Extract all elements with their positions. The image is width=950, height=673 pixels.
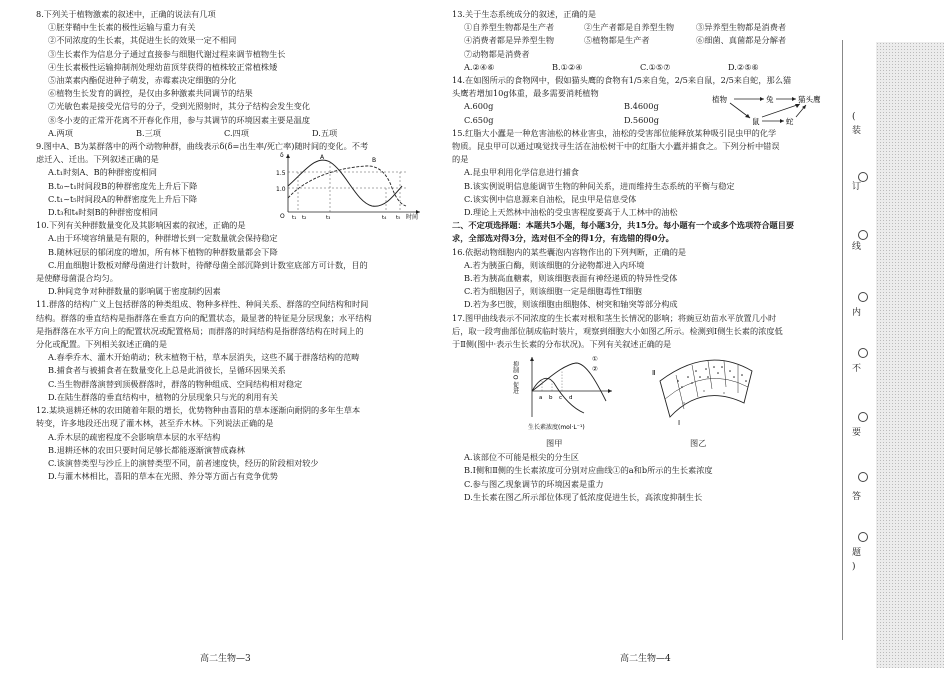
q17-fig-jia-ylabel: 抑制 O 促进 [512,361,519,394]
q8-item: ③生长素作为信息分子通过直接参与细胞代谢过程来调节植物生长 [48,48,286,59]
q17-fig-jia-xlabel: 生长素浓度(mol·L⁻¹) [528,424,585,432]
q11-stem: 11.群落的结构广义上包括群落的种类组成、物种多样性、种间关系、群落的空间结构和时间 [36,299,369,310]
q17-option-d[interactable]: D.生长素在图乙所示部位体现了低浓度促进生长，高浓度抑制生长 [464,491,703,502]
q9-series-a: A [320,154,325,162]
q9-option-c[interactable]: C.t₁~t₅时间段A的种群密度先上升后下降 [48,193,198,204]
q17-xtick: d [569,395,573,402]
binding-char: 要 [852,428,862,438]
q12-option-a[interactable]: A.乔木层的疏密程度不会影响草本层的水平结构 [48,431,221,442]
q13-item: ④消费者都是异养型生物 [464,35,555,46]
q12-stem: 12.某块退耕还林的农田随着年限的增长，优势物种由喜阳的草本逐渐向耐阴的多年生草本 [36,405,361,416]
q15-option-b[interactable]: B.该实例说明信息能调节生物的种间关系，进而维持生态系统的平衡与稳定 [464,180,735,191]
binding-char: 题 [852,548,862,558]
q8-item: ⑤油菜素内酯促进种子萌发，赤霉素决定细胞的分化 [48,75,237,86]
q14-option-a[interactable]: A.600g [464,101,494,112]
q11-option-b[interactable]: B.捕食者与被捕食者在数量变化上总是此消彼长，呈循环因果关系 [48,365,286,376]
q12-option-c[interactable]: C.该演替类型与沙丘上的演替类型不同，前者速度快，经历的阶段相对较少 [48,457,319,468]
q10-option-d[interactable]: D.种间竞争对种群数量的影响属于密度制约因素 [48,286,221,297]
q15-option-a[interactable]: A.昆虫甲利用化学信息进行捕食 [464,167,579,178]
q14-option-c[interactable]: C.650g [464,114,494,125]
q9-option-a[interactable]: A.t₁时刻A、B的种群密度相同 [48,167,157,178]
q10-stem: 10.下列有关种群数量变化及其影响因素的叙述，正确的是 [36,220,246,231]
q12-stem-cont: 转变，许多地段还出现了灌木林，甚至乔木林。下列说法正确的是 [36,418,274,429]
food-web-node-snake: 蛇 [786,117,794,127]
q8-option-b[interactable]: B.三项 [136,127,161,138]
q14-block [452,95,840,127]
binding-hole-icon [858,292,868,302]
q8-option-c[interactable]: C.四项 [224,127,249,138]
q17-fig-yi [648,351,758,433]
right-column [452,8,840,504]
section-heading: 二、不定项选择题：本题共5小题，每小题3分，共15分。每小题有一个或多个选项符合题目要 [452,220,795,231]
q13-stem: 13.关于生态系统成分的叙述，正确的是 [452,9,597,19]
q8-options [36,127,436,140]
q8-item: ②不同浓度的生长素，其促进生长的效果一定不相同 [48,35,237,46]
q14-stem: 14.在如图所示的食物网中，假如猫头鹰的食物有1/5来自兔，2/5来自鼠，2/5来自蛇，那么猫 [452,75,792,86]
q11-option-d[interactable]: D.在陆生群落的垂直结构中，植物的分层现象只与光的利用有关 [48,391,278,402]
page-footer-right: 高二生物—4 [620,654,671,664]
q16-option-a[interactable]: A.若为胰蛋白酶，则该细胞的分泌物都进入内环境 [464,259,645,270]
q11-stem-cont: 分化或配置。下列相关叙述正确的是 [36,339,168,350]
q13-options [452,61,840,74]
q17-xtick: b [549,395,553,402]
q17-xtick: c [559,395,563,402]
q13-option-b[interactable]: B.①②④ [552,61,583,72]
q13-option-c[interactable]: C.①⑤⑦ [640,61,671,72]
q15-option-c[interactable]: C.该实例中信息源来自油松，昆虫甲是信息受体 [464,193,637,204]
q16-option-c[interactable]: C.若为细胞因子，则该细胞一定是细胞毒性T细胞 [464,286,642,297]
q14-option-b[interactable]: B.4600g [624,101,659,112]
binding-char: 内 [852,308,862,318]
q9-xtick: t₁ [292,215,297,221]
q16-stem: 16.依据动物细胞内的某些囊泡内容物作出的下列判断，正确的是 [452,246,687,257]
q17-side-ii: Ⅱ [652,369,656,378]
binding-hole-icon [858,472,868,482]
q13-item: ③异养型生物都是消费者 [696,22,787,33]
q13-items-row [452,21,840,34]
q8-item: ①胚芽鞘中生长素的极性运输与重力有关 [48,22,196,33]
q14-option-d[interactable]: D.5600g [624,114,659,125]
q17-xtick: a [539,395,543,402]
q9-option-b[interactable]: B.t₀~t₁时间段B的种群密度先上升后下降 [48,180,198,191]
binding-char: ( [852,112,856,122]
q9-ytick: 1.5 [276,170,286,178]
binding-char: 订 [852,182,862,192]
q17-stem-cont: 后，取一段弯曲部位制成临时装片，观察到细胞大小如图乙所示。检测到Ⅰ侧生长素的浓度低 [452,325,783,336]
q11-option-c[interactable]: C.当生物群落演替到顶极群落时，群落的物种组成、空间结构相对稳定 [48,378,303,389]
q9-ylabel: δ [280,152,284,160]
q13-items-row [452,34,840,47]
food-web-node-rabbit: 兔 [766,95,774,105]
q9-delta-graph [276,150,426,220]
q14-food-web [710,90,830,130]
q17-stem: 17.图甲曲线表示不同浓度的生长素对根和茎生长情况的影响；将豌豆幼苗水平放置几小时 [452,312,777,323]
page-footer-left: 高二生物—3 [200,654,251,664]
q17-option-b[interactable]: B.Ⅰ侧和Ⅱ侧的生长素浓度可分别对应曲线①的a和b所示的生长素浓度 [464,465,713,476]
q17-figures [452,351,840,451]
q12-option-b[interactable]: B.退耕还林的农田只要时间足够长都能逐渐演替成森林 [48,444,245,455]
q17-curve-label: ② [592,365,598,374]
q17-stem-cont: 于Ⅱ侧(图中·表示生长素的分布状况)。下列有关叙述正确的是 [452,339,672,350]
q9-stem-cont: 虑迁入、迁出。下列叙述正确的是 [36,154,159,165]
food-web-node-owl: 猫头鹰 [798,95,821,105]
q10-option-c-cont: 是使酵母菌混合均匀。 [36,273,118,284]
q17-curve-label: ① [592,355,598,364]
q15-stem-cont: 物质。昆虫甲可以通过嗅觉找寻生活在油松树干中的红脂大小蠹并捕食之。下列分析中错误 [452,141,780,152]
q9-stem: 9.图中A、B为某群落中的两个动物种群，曲线表示δ(δ=出生率/死亡率)随时间的变化。不考 [36,141,369,152]
q14-stem-cont: 头鹰若增加10g体重，最多需要消耗植物 [452,88,599,99]
q8-option-d[interactable]: D.五项 [312,127,338,138]
q9-xlabel: 时间 [406,214,419,221]
food-web-node-plant: 植物 [712,95,727,105]
q13-item: ①自养型生物都是生产者 [464,22,555,33]
q16-option-b[interactable]: B.若为胰高血糖素，则该细胞表面有神经递质的特异性受体 [464,273,678,284]
q8-item: ④生长素极性运输抑制剂处理幼苗顶芽获得的植株较正常植株矮 [48,61,278,72]
binding-char: 答 [852,492,862,502]
q17-option-c[interactable]: C.参与图乙现象调节的环境因素是重力 [464,478,604,489]
q11-stem-cont: 是指群落在水平方向上的配置状况或配置格局；而群落的时间结构是指群落结构在时间上的 [36,325,364,336]
q9-xtick: t₄ [382,215,387,221]
q17-fig-jia [512,351,622,433]
q8-item: ⑧冬小麦的正常开花离不开春化作用，参与其调节的环境因素主要是温度 [48,114,311,125]
left-column [36,8,436,483]
q9-origin: O [280,213,285,221]
q9-ytick: 1.0 [276,186,286,194]
q9-xtick: t₅ [396,215,401,221]
binding-hole-icon [858,532,868,542]
binding-char: 不 [852,364,862,374]
q16-option-d[interactable]: D.若为多巴胺，则该细胞由细胞体、树突和轴突等部分构成 [464,299,678,310]
q10-option-b[interactable]: B.随林冠层的郁闭度的增加，所有林下植物的种群数量都会下降 [48,246,278,257]
q10-option-a[interactable]: A.由于环境容纳量是有限的，种群增长到一定数量就会保持稳定 [48,233,278,244]
q15-stem-cont: 的是 [452,154,469,165]
q13-item: ⑦动物都是消费者 [464,48,530,59]
q15-stem: 15.红脂大小蠹是一种危害油松的林业害虫，油松的受害部位能释放某种吸引昆虫甲的化学 [452,127,777,138]
q9-xtick: t₂ [302,215,307,221]
binding-hole-icon [858,172,868,182]
food-web-node-mouse: 鼠 [752,117,760,127]
q8-item: ⑥植物生长发育的调控，是仅由多种激素共同调节的结果 [48,88,253,99]
q15-option-d[interactable]: D.理论上天然林中油松的受虫害程度要高于人工林中的油松 [464,207,678,218]
q13-option-d[interactable]: D.②⑤⑥ [728,61,759,72]
q17-fig-yi-caption: 图乙 [690,438,707,449]
binding-hole-icon [858,230,868,240]
q9-series-b: B [372,157,377,165]
q12-option-d[interactable]: D.与灌木林相比，喜阳的草本在光照、养分等方面占有竞争优势 [48,471,278,482]
q8-item: ⑦光敏色素是接受光信号的分子，受到光照射时，其分子结构会发生变化 [48,101,311,112]
q17-fig-jia-caption: 图甲 [546,438,563,449]
q10-option-c[interactable]: C.用血细胞计数板对酵母菌进行计数时，待酵母菌全部沉降到计数室底部方可计数，目的 [48,259,368,270]
q11-option-a[interactable]: A.春季乔木、灌木开始萌动；秋末植物干枯，草本层消失，这些不属于群落结构的范畴 [48,352,360,363]
binding-char: 装 [852,126,862,136]
binding-char: ) [852,562,856,572]
q13-item: ②生产者都是自养型生物 [584,22,675,33]
q9-option-d[interactable]: D.t₃和t₄时刻B的种群密度相同 [48,207,158,218]
q9-xtick: t₃ [326,215,331,221]
margin-pattern [876,42,944,668]
q13-item: ⑤植物都是生产者 [584,35,650,46]
q13-item: ⑥细菌、真菌都是分解者 [696,35,787,46]
q17-side-i: Ⅰ [678,419,681,428]
binding-hole-icon [858,348,868,358]
q8-stem: 8.下列关于植物激素的叙述中，正确的说法有几项 [36,9,216,19]
q11-stem-cont: 结构。群落的垂直结构是指群落在垂直方向的配置状态，最显著的特征是分层现象；水平结构 [36,312,372,323]
binding-char: 线 [852,242,862,252]
q8-option-a[interactable]: A.两项 [48,127,73,138]
section-heading-cont: 求，全部选对得3分，选对但不全的得1分，有选错的得0分。 [452,233,674,244]
q17-option-a[interactable]: A.该部位不可能是根尖的分生区 [464,452,579,463]
q13-option-a[interactable]: A.②④⑥ [464,61,495,72]
binding-hole-icon [858,412,868,422]
